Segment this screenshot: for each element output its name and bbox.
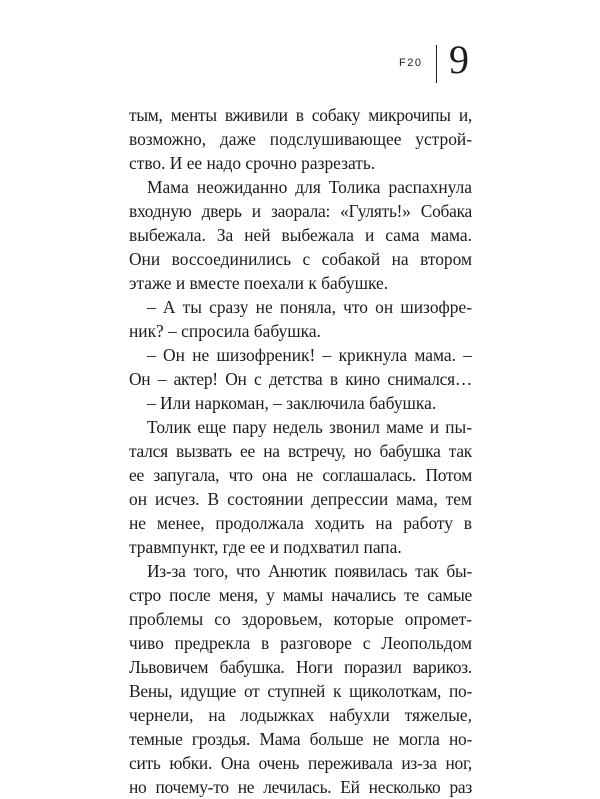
text-line: выбежала. За ней выбежала и сама мама. xyxy=(129,225,472,245)
page-number: 9 xyxy=(449,37,469,82)
text-line: тался вызвать ее на встречу, но бабушка так xyxy=(129,441,472,461)
text-line: Львовичем бабушка. Ноги поразил варикоз. xyxy=(129,657,472,677)
text-line: Мама неожиданно для Толика распахнула xyxy=(147,177,472,197)
header-divider xyxy=(436,45,437,83)
text-line: Они воссоединились с собакой на втором xyxy=(129,249,472,269)
text-line: не менее, продолжала ходить на работу в xyxy=(129,513,472,533)
text-line: – Или наркоман, – заключила бабушка. xyxy=(147,393,437,413)
text-line: Из-за того, что Анютик появилась так бы- xyxy=(147,561,472,581)
body-text xyxy=(129,103,472,799)
text-line: возможно, даже подслушивающее устрой- xyxy=(129,129,472,149)
text-line: он исчез. В состоянии депрессии мама, тем xyxy=(129,489,472,509)
text-line: Вены, идущие от ступней к щиколоткам, по- xyxy=(129,681,472,701)
text-line: – А ты сразу не поняла, что он шизофре- xyxy=(147,297,472,317)
text-line: чернели, на лодыжках набухли тяжелые, xyxy=(129,705,472,725)
text-line: темные гроздья. Мама больше не могла но- xyxy=(129,729,472,749)
text-line: ник? – спросила бабушка. xyxy=(129,321,321,341)
text-line: но почему-то не лечилась. Ей несколько раз xyxy=(129,777,472,797)
text-line: травмпункт, где ее и подхватил папа. xyxy=(129,537,402,557)
text-line: чиво предрекла в разговоре с Леопольдом xyxy=(129,633,472,653)
text-line: стро после меня, у мамы начались те самые xyxy=(129,585,472,605)
text-line: проблемы со здоровьем, которые опромет- xyxy=(129,609,472,629)
text-line: сить юбки. Она очень переживала из-за ног, xyxy=(129,753,472,773)
text-line: Толик еще пару недель звонил маме и пы- xyxy=(147,417,472,437)
text-line: Он – актер! Он с детства в кино снимался… xyxy=(129,369,472,389)
text-line: этаже и вместе поехали к бабушке. xyxy=(129,273,389,293)
text-line: тым, менты вживили в собаку микрочипы и, xyxy=(129,105,472,125)
text-line: ство. И ее надо срочно разрезать. xyxy=(129,153,376,173)
text-line: входную дверь и заорала: «Гулять!» Собака xyxy=(129,201,472,221)
running-title: F20 xyxy=(399,57,423,69)
text-line: – Он не шизофреник! – крикнула мама. – xyxy=(147,345,472,365)
text-line: ее запугала, что она не соглашалась. Потом xyxy=(129,465,472,485)
